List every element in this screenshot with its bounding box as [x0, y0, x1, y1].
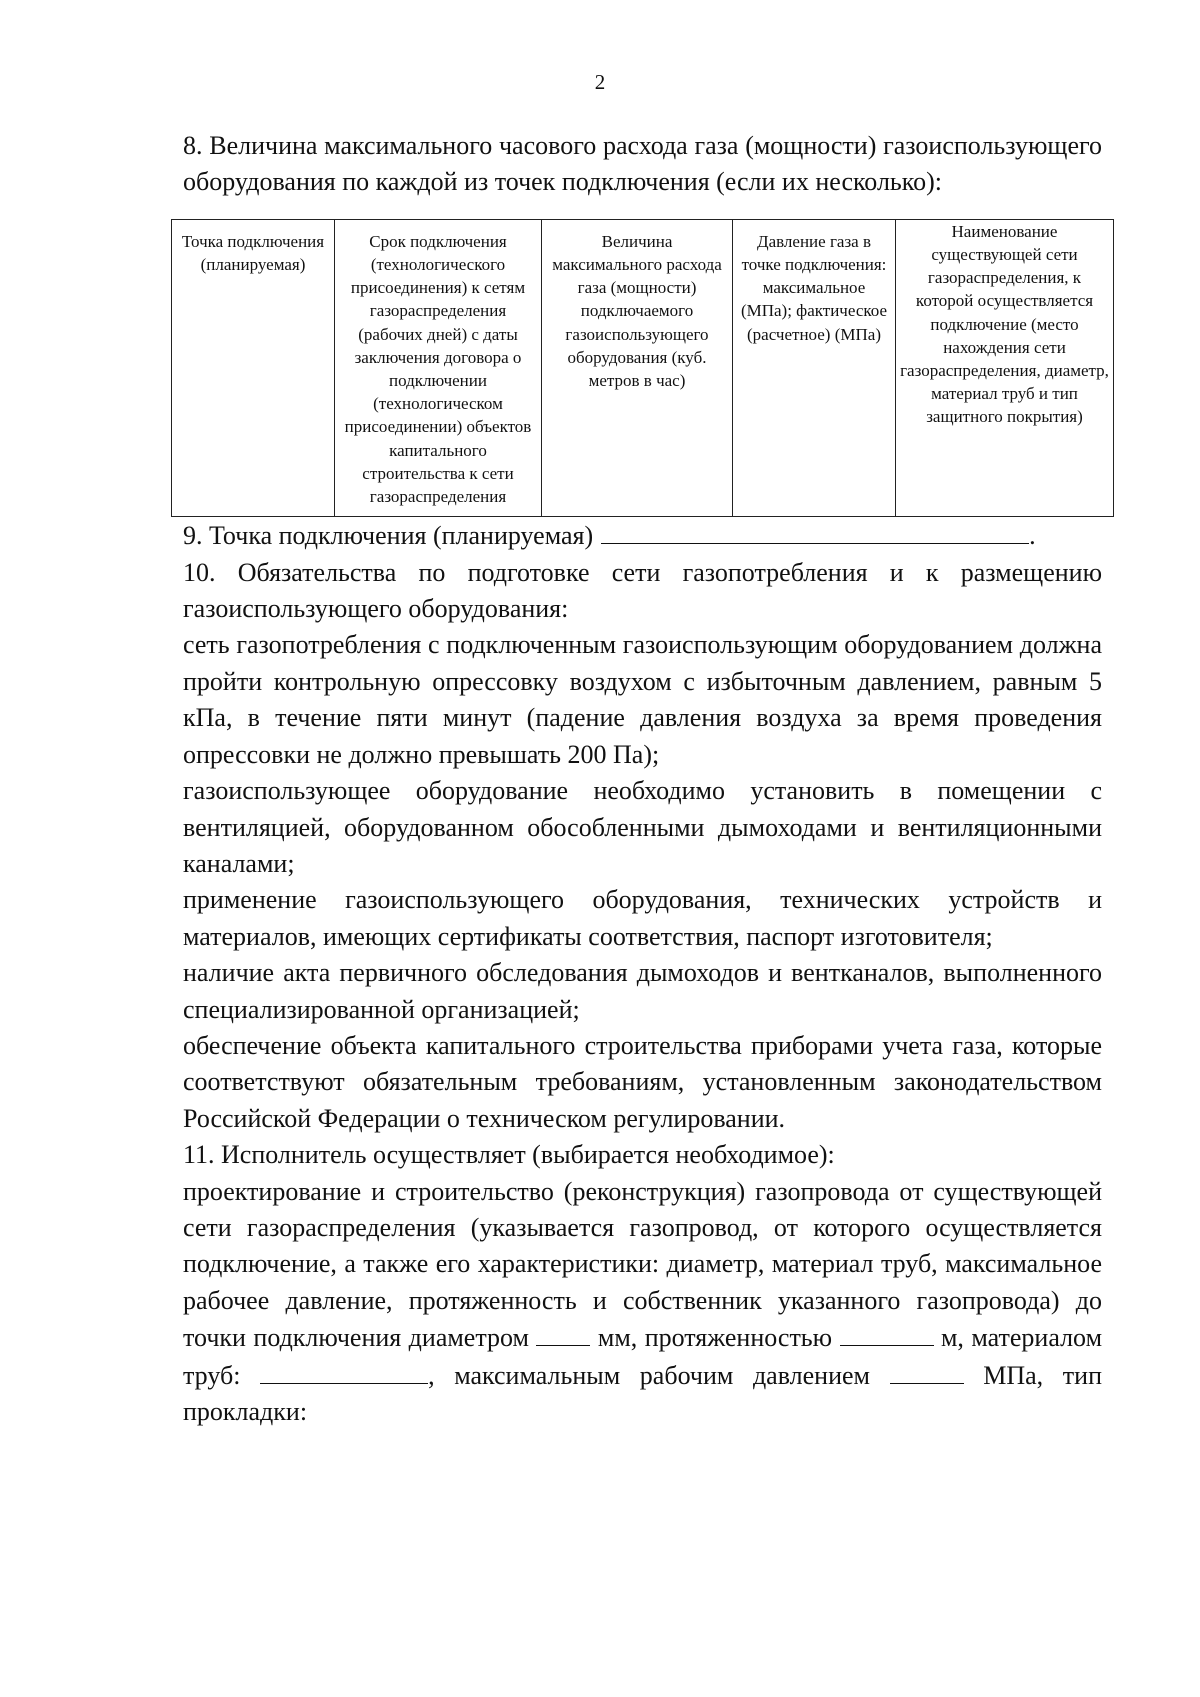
item-10-paragraph: применение газоиспользующего оборудования, технических устройств и материалов, имеющих сертификаты соответствия, паспорт изготовителя; [183, 885, 1102, 951]
length-blank [840, 1319, 934, 1346]
document-body [181, 128, 1109, 1430]
table-header-connection-term: Срок подключения (технологического присоединения) к сетям газораспределения (рабочих дней) с даты заключения договора о подключении (технологическом присоединении) объектов капитального строительства к сети газораспределения [335, 219, 542, 516]
connection-point-blank [601, 517, 1029, 544]
item-10-paragraph: наличие акта первичного обследования дымоходов и вентканалов, выполненного специализированной организацией; [183, 958, 1102, 1024]
item-10-paragraph: сеть газопотребления с подключенным газоиспользующим оборудованием должна пройти контрольную опрессовку воздухом с избыточным давлением, равным 5 кПа, в течение пяти минут (падение давления воздуха за время проведения опрессовки не должно превышать 200 Па); [183, 630, 1102, 769]
table-header-max-gas-flow: Величина максимального расхода газа (мощности) подключаемого газоиспользующего оборудования (куб. метров в час) [542, 219, 733, 516]
pressure-blank [890, 1357, 964, 1384]
unit-mpa-label: МПа, тип прокладки: [183, 1360, 1102, 1426]
item-10-paragraph: газоиспользующее оборудование необходимо установить в помещении с вентиляцией, оборудованном обособленными дымоходами и вентиляционными каналами; [183, 776, 1102, 878]
pressure-label: максимальным рабочим давлением [454, 1360, 870, 1390]
item-11-paragraph [183, 1174, 1102, 1431]
page-number: 2 [594, 70, 606, 94]
table-header-network-name: Наименование существующей сети газораспределения, к которой осуществляется подключение (место нахождения сети газораспределения, диаметр, материал труб и тип защитного покрытия) [896, 219, 1114, 516]
item-11-title: 11. Исполнитель осуществляет (выбирается необходимое): [183, 1140, 835, 1170]
diameter-blank [536, 1319, 590, 1346]
item-9-end: . [1029, 521, 1036, 551]
item-10-title: 10. Обязательства по подготовке сети газопотребления и к размещению газоиспользующего оборудования: [183, 557, 1102, 624]
item-9-line [183, 517, 1102, 554]
connection-table [171, 219, 1114, 517]
unit-m-label: м, материалом труб: [183, 1323, 1103, 1390]
item-11-text: проектирование и строительство (реконструкция) газопровода от существующей сети газораспределения (указывается газопровод, от которого осуществляется подключение, а также его характеристики: диаметр, материал труб, максимальное рабочее давление, протяженность и собственник указанного газопровода) до точки подключения диаметром [183, 1176, 1102, 1353]
connection-table-header-row [172, 219, 1114, 516]
comma: , [428, 1360, 435, 1390]
connection-table-wrapper [171, 219, 1113, 517]
item-9-label: 9. Точка подключения (планируемая) [183, 521, 594, 551]
unit-mm-label: мм, протяженностью [597, 1323, 833, 1353]
item-10-paragraph: обеспечение объекта капитального строительства приборами учета газа, которые соответствуют обязательным требованиям, установленным законодательством Российской Федерации о техническом регулировании. [183, 1030, 1102, 1133]
material-blank [260, 1357, 428, 1384]
table-header-connection-point: Точка подключения (планируемая) [172, 219, 335, 516]
item-8-text: 8. Величина максимального часового расхода газа (мощности) газоиспользующего оборудования по каждой из точек подключения (если их несколько): [183, 131, 1102, 197]
table-header-gas-pressure: Давление газа в точке подключения: максимальное (МПа); фактическое (расчетное) (МПа) [733, 219, 896, 516]
